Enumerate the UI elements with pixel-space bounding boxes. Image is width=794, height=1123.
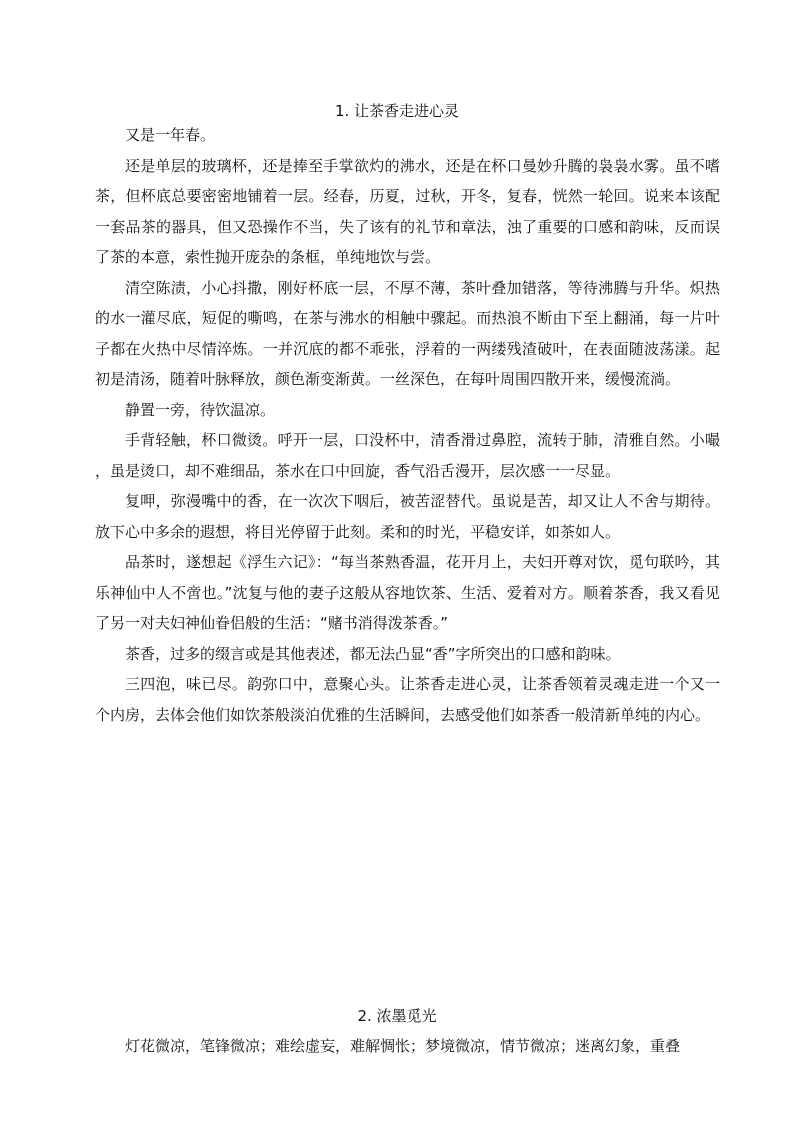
- section-1-paragraph-8: 茶香，过多的缀言或是其他表述，都无法凸显“香”字所突出的口感和韵味。: [125, 644, 621, 663]
- section-1-paragraph-7: 品茶时，遂想起《浮生六记》：“每当茶熟香温，花开月上，夫妇开尊对饮，觅句联吟，其乐神仙中人不啻也。”沈复与他的妻子这般从容地饮茶、生活、爱着对方。顺着茶香，我又看见了另一对夫妇神仙眷侣般的生活：“赌书消得泼茶香。”: [95, 553, 720, 632]
- section-1-paragraph-2: 还是单层的玻璃杯，还是捧至手掌欲灼的沸水，还是在杯口曼妙升腾的袅袅水雾。虽不嗜茶，但杯底总要密密地铺着一层。经春，历夏，过秋，开冬，复春，恍然一轮回。说来本该配一套品茶的器具，但又恐操作不当，失了该有的礼节和章法，浊了重要的口感和韵味，反而误了茶的本意，索性抛开庞杂的条框，单纯地饮与尝。: [95, 156, 720, 266]
- section-1-title: 1. 让茶香走进心灵: [334, 102, 460, 120]
- section-1-body: [95, 120, 720, 730]
- section-1-paragraph-3: 清空陈渍，小心抖撒，刚好杯底一层，不厚不薄，茶叶叠加错落，等待沸腾与升华。炽热的水一灌尽底，短促的嘶鸣，在茶与沸水的相触中骤起。而热浪不断由下至上翻涌，每一片叶子都在火热中尽情淬炼。一并沉底的都不乖张，浮着的一两缕残渣破叶，在表面随波荡漾。起初是清汤，随着叶脉释放，颜色渐变渐黄。一丝深色，在每叶周围四散开来，缓慢流淌。: [95, 278, 720, 388]
- section-1-paragraph-1: 又是一年春。: [125, 126, 216, 144]
- section-2-body: [95, 1031, 720, 1062]
- section-2-paragraph-1: 灯花微凉，笔锋微凉；难绘虚妄，难解惆怅；梦境微凉，情节微凉；迷离幻象，重叠: [125, 1037, 681, 1055]
- section-1-paragraph-4: 静置一旁，待饮温凉。: [125, 400, 276, 419]
- section-1-paragraph-5: 手背轻触，杯口微烫。呼开一层，口没杯中，清香滑过鼻腔，流转于肺，清雅自然。小嘬，虽是烫口，却不难细品，茶水在口中回旋，香气沿舌漫开，层次感一一尽显。: [95, 431, 720, 480]
- section-2-title: 2. 浓墨觅光: [357, 1007, 437, 1025]
- section-1-paragraph-6: 复呷，弥漫嘴中的香，在一次次下咽后，被苦涩替代。虽说是苦，却又让人不舍与期待。放下心中多余的遐想，将目光停留于此刻。柔和的时光，平稳安详，如茶如人。: [95, 492, 720, 541]
- section-1-paragraph-9: 三四泡，味已尽。韵弥口中，意聚心头。让茶香走进心灵，让茶香领着灵魂走进一个又一个内房，去体会他们如饮茶般淡泊优雅的生活瞬间，去感受他们如茶香一般清新单纯的内心。: [95, 675, 720, 724]
